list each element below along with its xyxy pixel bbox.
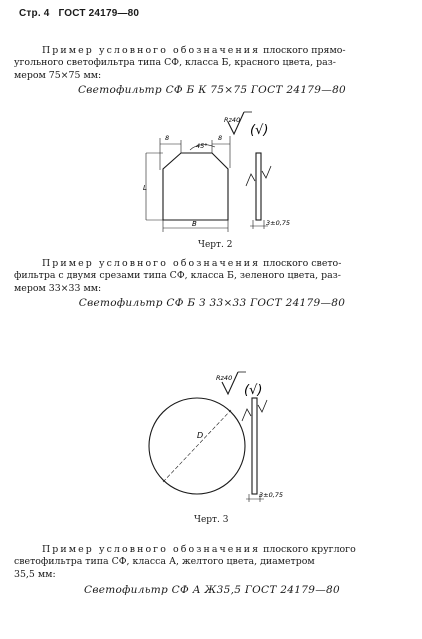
standard-number: ГОСТ 24179—80 (58, 8, 140, 19)
example-3-text (14, 544, 410, 581)
dim-d: D (197, 431, 204, 440)
roughness-value-3: Rz40 (216, 374, 233, 382)
designation-3: Светофильтр СФ А Ж35,5 ГОСТ 24179—80 (84, 584, 340, 596)
page-number: Стр. 4 (19, 8, 50, 19)
example-1-line-3: мером 75×75 мм: (14, 69, 102, 81)
example-2-intro: Пример условного обозначения (42, 258, 261, 269)
example-1-intro: Пример условного обозначения (42, 45, 261, 56)
example-3-line-2: светофильтра типа СФ, класса А, желтого цвета, диаметром (14, 556, 315, 568)
designation-1: Светофильтр СФ Б К 75×75 ГОСТ 24179—80 (77, 84, 347, 96)
roughness-paren: (√) (250, 123, 269, 138)
figure-3-caption: Черт. 3 (194, 515, 229, 525)
example-2-line-2: фильтра с двумя срезами типа СФ, класса Б, зеленого цвета, раз- (14, 270, 341, 282)
dim-b-top-left: 8 (165, 134, 170, 142)
roughness-paren-3: (√) (244, 383, 263, 398)
example-3-intro-end: плоского круглого (263, 544, 356, 555)
dim-l: L (143, 184, 147, 192)
disc-side-view (252, 398, 257, 494)
example-3-intro: Пример условного обозначения (42, 544, 261, 555)
example-1-line-2: угольного светофильтра типа СФ, класса Б, красного цвета, раз- (14, 57, 336, 69)
dim-b-top-right: 8 (218, 134, 223, 142)
figure-2-caption: Черт. 2 (198, 240, 233, 250)
roughness-value: Rz40 (224, 116, 241, 124)
designation-2: Светофильтр СФ Б З 33×33 ГОСТ 24179—80 (78, 297, 346, 309)
dim-b-bottom: B (192, 220, 197, 228)
dim-angle: 45° (196, 142, 208, 150)
thickness-dim: 3±0,75 (266, 219, 291, 227)
example-3-line-3: 35,5 мм: (14, 568, 56, 580)
thickness-dim-3: 3±0,75 (259, 491, 284, 499)
example-2-intro-end: плоского свето- (263, 258, 342, 269)
example-2-line-3: мером 33×33 мм: (14, 282, 102, 294)
example-1-intro-end: плоского прямо- (263, 45, 346, 56)
